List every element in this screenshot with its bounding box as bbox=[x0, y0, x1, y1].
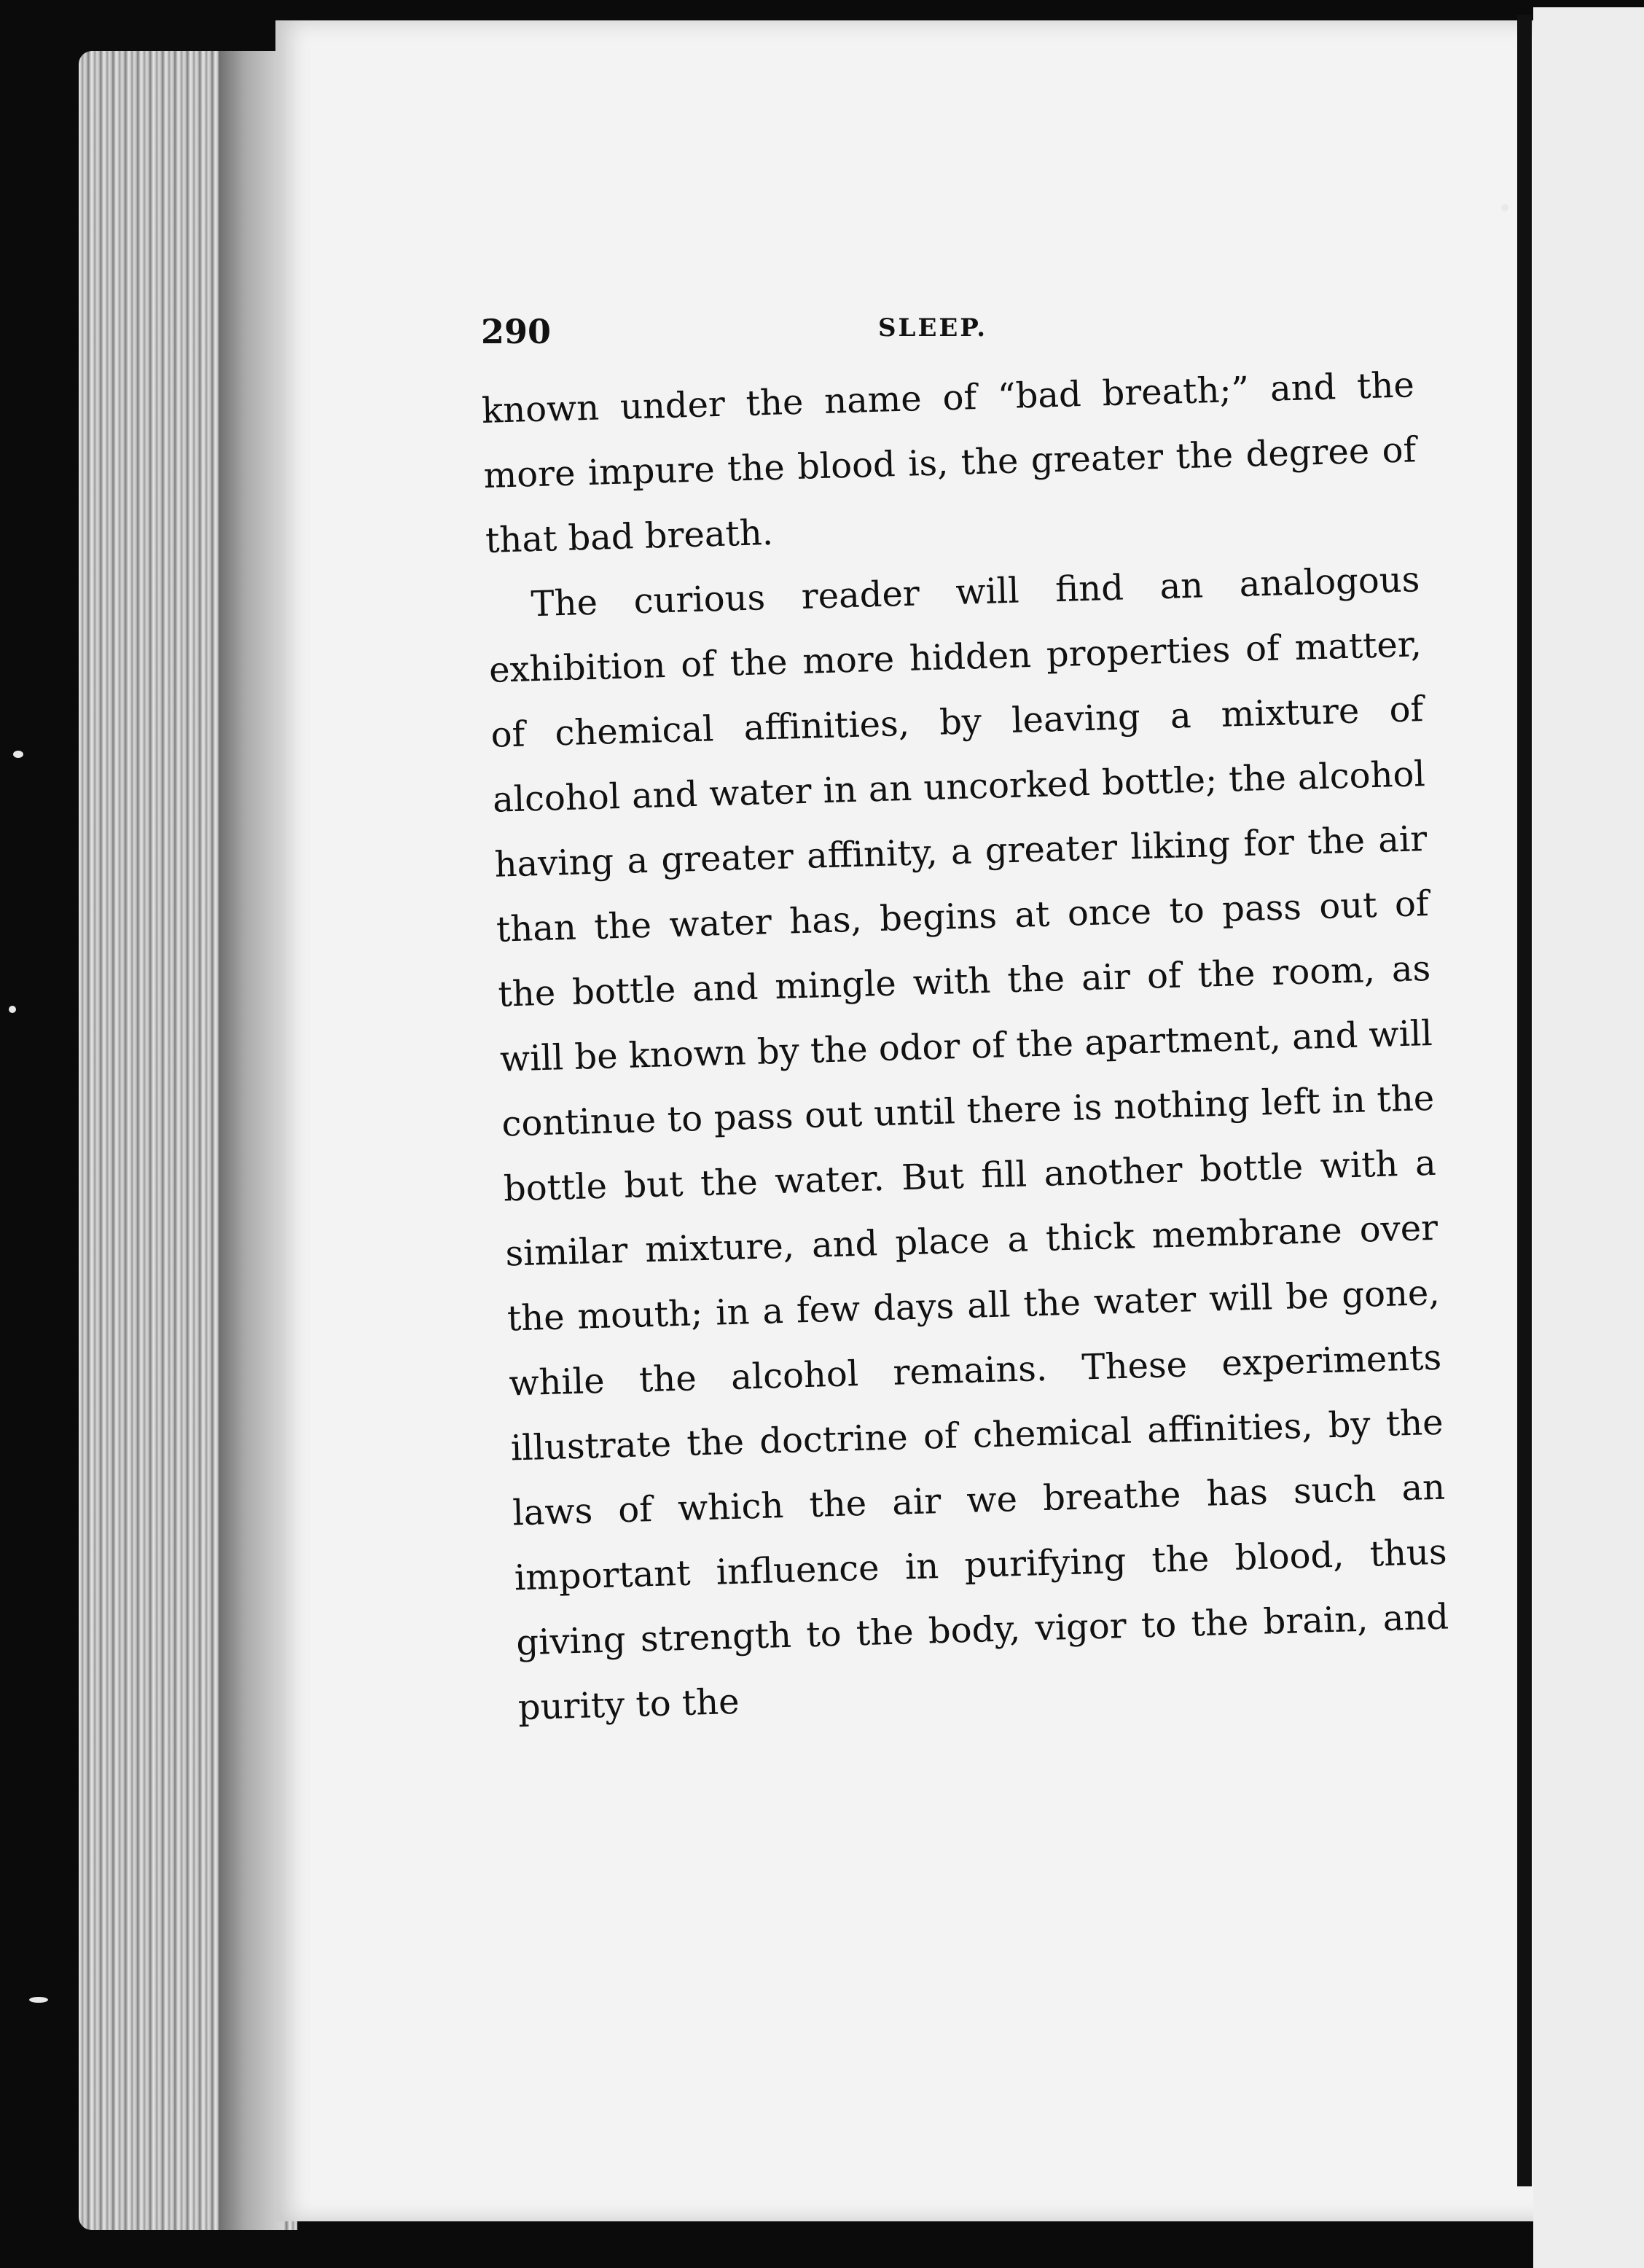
running-title: SLEEP. bbox=[878, 313, 988, 343]
binding-shadow bbox=[219, 51, 284, 2230]
scan-speck bbox=[29, 1997, 48, 2003]
page-number: 290 bbox=[481, 312, 552, 351]
paragraph: known under the name of “bad breath;” and the more impure the blood is, the greater the degree of that bad breath. bbox=[481, 364, 1417, 561]
gutter-line bbox=[1517, 15, 1532, 2186]
scan-speck bbox=[1501, 204, 1508, 211]
facing-page-edge bbox=[1533, 7, 1644, 2268]
paragraph: The curious reader will find an analogous exhibition of the more hidden properties of matter, of chemical affinities, by leaving a mixture of alcohol and water in an uncorked bottle; the alcohol having a greater affinity, a greater liking for the air than the water has, begins at once to pass out of the bottle and mingle with the air of the room, as will be known by the odor of the apartment, and will continue to pass out until there is nothing left in the bottle but the water. But fill another bottle with a similar mixture, and place a thick membrane over the mouth; in a few days all the water will be gone, while the alcohol remains. These experiments illustrate the doctrine of chemical affinities, by the laws of which the air we breathe has such an important influence in purifying the blood, thus giving strength to the body, vigor to the brain, and purity to the bbox=[488, 559, 1449, 1729]
scan-speck bbox=[13, 751, 23, 758]
running-head bbox=[481, 306, 1428, 357]
page-body-text bbox=[481, 353, 1452, 1740]
scan-speck bbox=[9, 1006, 16, 1013]
